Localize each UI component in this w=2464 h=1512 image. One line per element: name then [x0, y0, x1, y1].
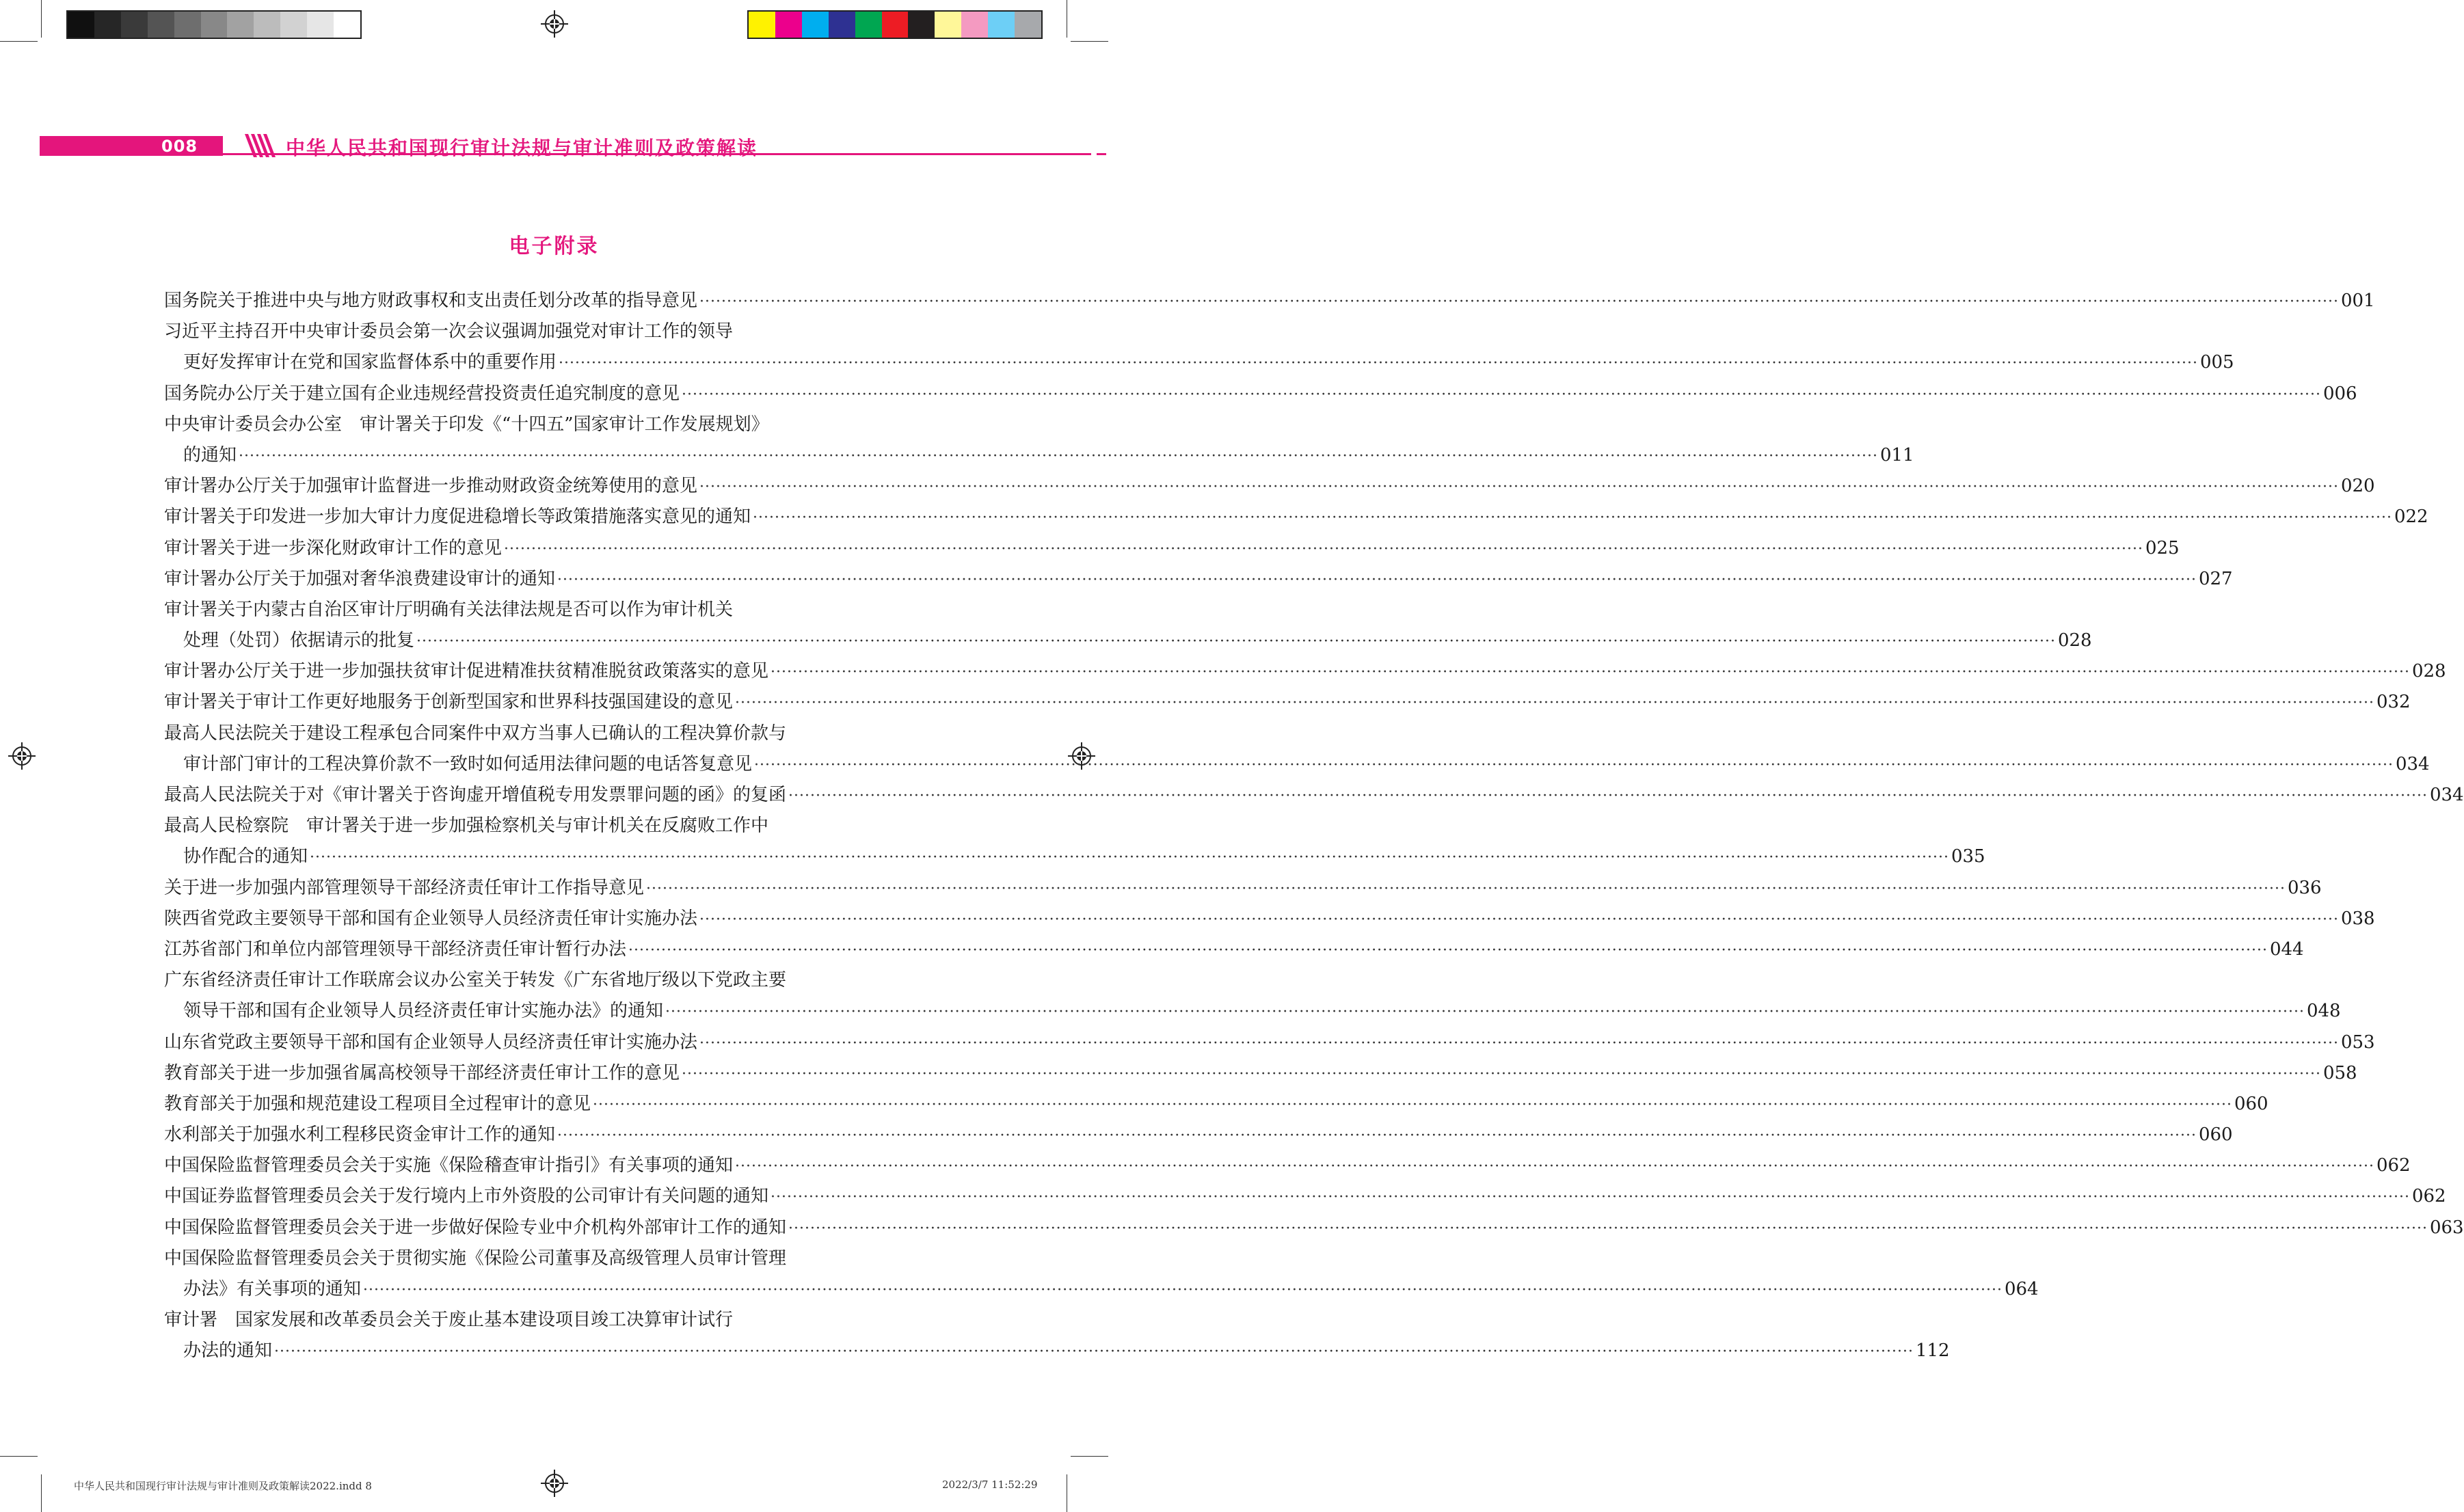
- header-book-title: 中华人民共和国现行审计法规与审计准则及政策解读: [286, 137, 758, 159]
- toc-page-number: 020: [2340, 476, 2375, 497]
- toc-entry[interactable]: [164, 687, 2411, 718]
- toc-entry[interactable]: [164, 379, 2357, 409]
- toc-entry-line: [164, 1243, 900, 1274]
- toc-entry-title: 领导干部和国有企业领导人员经济责任审计实施办法》的通知: [183, 1001, 664, 1022]
- toc-entry[interactable]: [164, 316, 2234, 378]
- toc-entry-line: [164, 409, 900, 440]
- grayscale-calibration-bar: [66, 10, 362, 39]
- toc-entry-continuation: [164, 841, 1985, 872]
- crop-mark: [0, 1456, 38, 1457]
- toc-entry-line: [164, 873, 2322, 904]
- toc-entry-continuation: [164, 625, 2092, 656]
- toc-entry-title: 最高人民法院关于建设工程承包合同案件中双方当事人已确认的工程决算价款与: [164, 723, 787, 744]
- toc-entry-title: 江苏省部门和单位内部管理领导干部经济责任审计暂行办法: [164, 939, 627, 960]
- color-swatch: [882, 12, 909, 38]
- toc-entry-title: 最高人民检察院 审计署关于进一步加强检察机关与审计机关在反腐败工作中: [164, 815, 769, 837]
- toc-page-number: 035: [1951, 846, 1985, 867]
- toc-entry[interactable]: [164, 811, 1985, 872]
- toc-page-number: 058: [2322, 1062, 2357, 1083]
- toc-dot-leader: ············································································································································································································································································································: [788, 787, 2428, 805]
- toc-entry-title: 国务院办公厅关于建立国有企业违规经营投资责任追究制度的意见: [164, 383, 680, 404]
- toc-entry-line: [164, 1150, 2411, 1181]
- toc-entry-title: 更好发挥审计在党和国家监督体系中的重要作用: [183, 352, 557, 373]
- toc-entry-title: 审计署关于进一步深化财政审计工作的意见: [164, 537, 503, 558]
- crop-mark: [41, 1474, 42, 1512]
- toc-entry-continuation: [164, 996, 2341, 1027]
- toc-entry-line: [164, 1305, 900, 1336]
- toc-dot-leader: ············································································································································································································································································································: [416, 633, 2056, 651]
- toc-entry-line: [164, 595, 900, 625]
- toc-dot-leader: ············································································································································································································································································································: [682, 386, 2321, 403]
- toc-entry[interactable]: [164, 1120, 2233, 1150]
- toc-page-number: 038: [2340, 908, 2375, 929]
- toc-entry[interactable]: [164, 780, 2464, 811]
- toc-page-number: 034: [2429, 785, 2464, 805]
- slug-file-info: 中华人民共和国现行审计法规与审计准则及政策解读2022.indd 8: [74, 1480, 372, 1492]
- toc-dot-leader: ············································································································································································································································································································: [239, 447, 1878, 465]
- toc-dot-leader: ············································································································································································································································································································: [363, 1282, 2003, 1299]
- toc-dot-leader: ············································································································································································································································································································: [771, 1189, 2410, 1206]
- toc-page-number: 032: [2376, 692, 2411, 713]
- color-swatch: [961, 12, 988, 38]
- toc-entry-title: 关于进一步加强内部管理领导干部经济责任审计工作指导意见: [164, 877, 645, 898]
- toc-entry-title: 办法》有关事项的通知: [183, 1279, 362, 1299]
- crop-mark: [41, 0, 42, 38]
- toc-entry-line: [164, 471, 2375, 502]
- toc-entry-title: 陕西省党政主要领导干部和国有企业领导人员经济责任审计实施办法: [164, 908, 698, 929]
- toc-dot-leader: ············································································································································································································································································································: [788, 1219, 2428, 1237]
- toc-entry-line: [164, 934, 2304, 965]
- color-swatch: [988, 12, 1015, 38]
- toc-entry-line: [164, 811, 900, 841]
- toc-entry[interactable]: [164, 564, 2233, 595]
- toc-entry-title: 习近平主持召开中央审计委员会第一次会议强调加强党对审计工作的领导: [164, 321, 734, 342]
- toc-entry-line: [164, 965, 900, 996]
- header-page-number: 008: [161, 137, 198, 156]
- toc-entry-continuation: [164, 1336, 1950, 1366]
- toc-dot-leader: ············································································································································································································································································································: [735, 694, 2374, 712]
- toc-dot-leader: ············································································································································································································································································································: [771, 664, 2410, 681]
- toc-dot-leader: ············································································································································································································································································································: [646, 880, 2286, 897]
- toc-entry[interactable]: [164, 1150, 2411, 1181]
- toc-entry-title: 审计署关于印发进一步加大审计力度促进稳增长等政策措施落实意见的通知: [164, 507, 751, 528]
- toc-entry-title: 的通知: [183, 444, 237, 465]
- toc-page-number: 025: [2145, 537, 2180, 558]
- toc-entry-title: 教育部关于加强和规范建设工程项目全过程审计的意见: [164, 1093, 591, 1114]
- toc-page-number: 062: [2411, 1186, 2446, 1207]
- toc-entry-title: 最高人民法院关于对《审计署关于咨询虚开增值税专用发票罪问题的函》的复函: [164, 785, 787, 805]
- toc-entry-line: [164, 718, 900, 749]
- toc-entry[interactable]: [164, 471, 2375, 502]
- toc-entry-line: [164, 780, 2464, 811]
- toc-entry-line: [164, 533, 2180, 564]
- toc-entry-line: [164, 379, 2357, 409]
- toc-dot-leader: ············································································································································································································································································································: [557, 1127, 2197, 1145]
- toc-entry[interactable]: [164, 965, 2341, 1027]
- header-slash-icon: [245, 134, 284, 157]
- toc-entry-title: 中国保险监督管理委员会关于贯彻实施《保险公司董事及高级管理人员审计管理: [164, 1247, 787, 1269]
- toc-page-number: 053: [2340, 1031, 2375, 1053]
- toc-dot-leader: ············································································································································································································································································································: [559, 355, 2198, 373]
- toc-page-number: 011: [1879, 444, 1914, 465]
- toc-entry[interactable]: [164, 409, 1914, 471]
- toc-dot-leader: ············································································································································································································································································································: [628, 941, 2268, 959]
- toc-page-number: 028: [2411, 661, 2446, 682]
- toc-dot-leader: ············································································································································································································································································································: [699, 478, 2339, 496]
- toc-entry-title: 山东省党政主要领导干部和国有企业领导人员经济责任审计实施办法: [164, 1031, 698, 1053]
- color-swatch: [908, 12, 935, 38]
- toc-entry-title: 水利部关于加强水利工程移民资金审计工作的通知: [164, 1124, 556, 1146]
- toc-dot-leader: ············································································································································································································································································································: [557, 571, 2197, 589]
- toc-entry-line: [164, 1027, 2375, 1058]
- toc-page-number: 022: [2394, 507, 2428, 528]
- toc-entry-line: [164, 687, 2411, 718]
- registration-mark-icon: [541, 1470, 568, 1497]
- toc-entry[interactable]: [164, 656, 2446, 687]
- toc-entry-title: 审计署关于审计工作更好地服务于创新型国家和世界科技强国建设的意见: [164, 692, 734, 713]
- toc-entry-title: 广东省经济责任审计工作联席会议办公室关于转发《广东省地厅级以下党政主要: [164, 970, 787, 991]
- toc-dot-leader: ············································································································································································································································································································: [504, 540, 2143, 558]
- toc-entry[interactable]: [164, 934, 2304, 965]
- toc-entry-title: 中国保险监督管理委员会关于实施《保险稽查审计指引》有关事项的通知: [164, 1155, 734, 1176]
- color-swatch: [935, 12, 961, 38]
- toc-entry-line: [164, 502, 2428, 532]
- toc-entry[interactable]: [164, 286, 2375, 316]
- toc-entry-line: [164, 904, 2375, 934]
- toc-dot-leader: ············································································································································································································································································································: [699, 1034, 2339, 1052]
- running-header: [40, 136, 1069, 159]
- toc-page-number: 005: [2199, 352, 2234, 373]
- toc-entry-title: 国务院关于推进中央与地方财政事权和支出责任划分改革的指导意见: [164, 291, 698, 311]
- color-swatch: [749, 12, 775, 38]
- toc-entry[interactable]: [164, 873, 2322, 904]
- toc-page-number: 060: [2234, 1093, 2268, 1114]
- toc-entry-line: [164, 656, 2446, 687]
- toc-entry-title: 中央审计委员会办公室 审计署关于印发《“十四五”国家审计工作发展规划》: [164, 414, 769, 435]
- toc-entry-title: 处理（处罚）依据请示的批复: [183, 630, 415, 651]
- toc-entry-title: 审计署关于内蒙古自治区审计厅明确有关法律法规是否可以作为审计机关: [164, 599, 734, 620]
- toc-dot-leader: ············································································································································································································································································································: [682, 1065, 2321, 1083]
- toc-entry-line: [164, 286, 2375, 316]
- header-rule-end: [1097, 153, 1106, 155]
- toc-page-number: 027: [2198, 568, 2233, 589]
- toc-page-number: 001: [2340, 291, 2375, 311]
- toc-page-number: 028: [2057, 630, 2092, 651]
- toc-entry[interactable]: [164, 1243, 2039, 1305]
- toc-page-number: 044: [2269, 939, 2304, 960]
- toc-dot-leader: ············································································································································································································································································································: [754, 756, 2394, 774]
- toc-entry-line: [164, 316, 900, 347]
- page-title: 电子附录: [509, 234, 600, 258]
- toc-entry[interactable]: [164, 1027, 2375, 1058]
- toc-entry[interactable]: [164, 1181, 2446, 1212]
- toc-page-number: 006: [2322, 383, 2357, 404]
- grayscale-swatch: [148, 12, 174, 38]
- toc-entry-title: 教育部关于进一步加强省属高校领导干部经济责任审计工作的意见: [164, 1062, 680, 1083]
- crop-mark: [0, 41, 38, 42]
- toc-entry-line: [164, 1213, 2464, 1243]
- crop-mark: [1071, 1456, 1108, 1457]
- toc-page-number: 036: [2287, 877, 2322, 898]
- table-of-contents: [164, 286, 2464, 1367]
- toc-dot-leader: ············································································································································································································································································································: [310, 849, 1949, 867]
- toc-page-number: 062: [2376, 1155, 2411, 1176]
- toc-entry-title: 审计署办公厅关于加强对奢华浪费建设审计的通知: [164, 568, 556, 589]
- grayscale-swatch: [307, 12, 334, 38]
- toc-dot-leader: ············································································································································································································································································································: [665, 1003, 2305, 1021]
- toc-entry-title: 审计署 国家发展和改革委员会关于废止基本建设项目竣工决算审计试行: [164, 1310, 734, 1331]
- toc-entry[interactable]: [164, 502, 2428, 532]
- color-swatch: [802, 12, 829, 38]
- toc-entry-title: 办法的通知: [183, 1340, 273, 1362]
- toc-entry-continuation: [164, 1274, 2039, 1305]
- toc-page-number: 063: [2429, 1217, 2464, 1238]
- toc-page-number: 064: [2004, 1279, 2039, 1299]
- toc-entry[interactable]: [164, 904, 2375, 934]
- toc-entry[interactable]: [164, 1089, 2268, 1120]
- toc-dot-leader: ············································································································································································································································································································: [699, 910, 2339, 928]
- color-swatch: [829, 12, 855, 38]
- grayscale-swatch: [174, 12, 201, 38]
- toc-entry-line: [164, 564, 2233, 595]
- toc-dot-leader: ············································································································································································································································································································: [593, 1096, 2232, 1113]
- toc-entry-title: 中国证券监督管理委员会关于发行境内上市外资股的公司审计有关问题的通知: [164, 1186, 769, 1207]
- color-swatch: [1015, 12, 1041, 38]
- toc-entry-line: [164, 1181, 2446, 1212]
- toc-entry[interactable]: [164, 533, 2180, 564]
- toc-entry-line: [164, 1089, 2268, 1120]
- toc-entry[interactable]: [164, 1305, 1950, 1366]
- toc-dot-leader: ············································································································································································································································································································: [753, 509, 2392, 527]
- toc-page-number: 112: [1915, 1340, 1950, 1362]
- grayscale-swatch: [254, 12, 280, 38]
- color-swatch: [775, 12, 802, 38]
- toc-entry-title: 审计部门审计的工程决算价款不一致时如何适用法律问题的电话答复意见: [183, 753, 753, 774]
- color-calibration-bar: [747, 10, 1043, 39]
- toc-entry-line: [164, 1120, 2233, 1150]
- grayscale-swatch: [201, 12, 228, 38]
- toc-page-number: 034: [2395, 753, 2430, 774]
- grayscale-swatch: [121, 12, 148, 38]
- toc-entry-continuation: [164, 347, 2234, 378]
- toc-entry[interactable]: [164, 718, 2430, 780]
- toc-dot-leader: ············································································································································································································································································································: [274, 1343, 1914, 1361]
- grayscale-swatch: [94, 12, 121, 38]
- toc-entry-title: 审计署办公厅关于进一步加强扶贫审计促进精准扶贫精准脱贫政策落实的意见: [164, 661, 769, 682]
- toc-entry-title: 协作配合的通知: [183, 846, 308, 867]
- grayscale-swatch: [68, 12, 94, 38]
- toc-dot-leader: ············································································································································································································································································································: [735, 1158, 2374, 1176]
- grayscale-swatch: [280, 12, 307, 38]
- toc-entry[interactable]: [164, 1213, 2464, 1243]
- toc-entry-continuation: [164, 440, 1914, 471]
- toc-entry-title: 审计署办公厅关于加强审计监督进一步推动财政资金统筹使用的意见: [164, 476, 698, 497]
- registration-mark-icon: [541, 10, 568, 38]
- toc-page-number: 048: [2306, 1001, 2341, 1022]
- toc-dot-leader: ············································································································································································································································································································: [699, 293, 2339, 310]
- color-swatch: [855, 12, 882, 38]
- grayscale-swatch: [227, 12, 254, 38]
- crop-mark: [1071, 41, 1108, 42]
- grayscale-swatch: [334, 12, 360, 38]
- toc-entry[interactable]: [164, 1058, 2357, 1089]
- toc-page-number: 060: [2198, 1124, 2233, 1146]
- toc-entry-continuation: [164, 749, 2430, 780]
- toc-entry[interactable]: [164, 595, 2092, 656]
- slug-date-info: 2022/3/7 11:52:29: [942, 1479, 1038, 1491]
- registration-mark-icon: [8, 742, 36, 770]
- toc-entry-line: [164, 1058, 2357, 1089]
- toc-entry-title: 中国保险监督管理委员会关于进一步做好保险专业中介机构外部审计工作的通知: [164, 1217, 787, 1238]
